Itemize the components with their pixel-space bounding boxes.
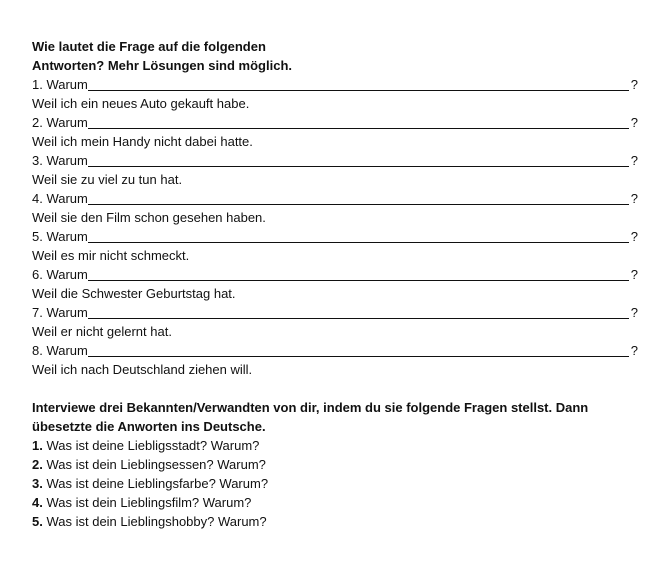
exercise-prefix: 7. Warum — [32, 305, 88, 320]
exercise-prefix: 5. Warum — [32, 229, 88, 244]
interview-question-text: Was ist dein Lieblingsfilm? Warum? — [46, 495, 252, 510]
section-2 — [32, 398, 638, 531]
section-2-title-line-1: Interviewe drei Bekannten/Verwandten von dir, indem du sie folgende Fragen stellst. Dann — [32, 400, 589, 415]
exercise-question-line — [32, 113, 638, 132]
exercise-question-line — [32, 189, 638, 208]
interview-question-number: 5. — [32, 514, 43, 529]
answer-blank-line[interactable] — [88, 76, 629, 91]
interview-question — [32, 512, 638, 531]
exercise-list — [32, 75, 638, 379]
question-mark: ? — [630, 153, 638, 168]
exercise-answer: Weil sie zu viel zu tun hat. — [32, 172, 183, 187]
question-mark: ? — [630, 115, 638, 130]
exercise-prefix: 8. Warum — [32, 343, 88, 358]
interview-question — [32, 436, 638, 455]
exercise-question-line — [32, 265, 638, 284]
interview-question-number: 2. — [32, 457, 43, 472]
exercise-answer: Weil es mir nicht schmeckt. — [32, 248, 190, 263]
exercise-answer: Weil sie den Film schon gesehen haben. — [32, 210, 266, 225]
exercise-prefix: 6. Warum — [32, 267, 88, 282]
interview-question-number: 4. — [32, 495, 43, 510]
question-mark: ? — [630, 77, 638, 92]
interview-question-text: Was ist deine Lieblingsfarbe? Warum? — [46, 476, 269, 491]
answer-blank-line[interactable] — [88, 342, 629, 357]
question-mark: ? — [630, 343, 638, 358]
exercise-question-line — [32, 341, 638, 360]
interview-question-number: 1. — [32, 438, 43, 453]
answer-blank-line[interactable] — [88, 266, 629, 281]
exercise-prefix: 4. Warum — [32, 191, 88, 206]
section-1-title-line-2: Antworten? Mehr Lösungen sind möglich. — [32, 58, 292, 73]
interview-question-text: Was ist dein Lieblingsessen? Warum? — [46, 457, 266, 472]
question-mark: ? — [630, 267, 638, 282]
answer-blank-line[interactable] — [88, 152, 629, 167]
exercise-question-line — [32, 227, 638, 246]
question-list — [32, 436, 638, 531]
question-mark: ? — [630, 305, 638, 320]
exercise-question-line — [32, 75, 638, 94]
interview-question — [32, 474, 638, 493]
exercise-prefix: 3. Warum — [32, 153, 88, 168]
exercise-answer: Weil er nicht gelernt hat. — [32, 324, 172, 339]
exercise-prefix: 1. Warum — [32, 77, 88, 92]
answer-blank-line[interactable] — [88, 114, 629, 129]
exercise-answer: Weil ich mein Handy nicht dabei hatte. — [32, 134, 253, 149]
answer-blank-line[interactable] — [88, 190, 629, 205]
interview-question — [32, 455, 638, 474]
question-mark: ? — [630, 191, 638, 206]
worksheet — [32, 37, 638, 531]
interview-question-text: Was ist deine Liebligsstadt? Warum? — [46, 438, 260, 453]
question-mark: ? — [630, 229, 638, 244]
interview-question — [32, 493, 638, 512]
section-2-title-line-2: übesetzte die Anworten ins Deutsche. — [32, 419, 266, 434]
exercise-answer: Weil die Schwester Geburtstag hat. — [32, 286, 236, 301]
section-1 — [32, 37, 638, 379]
exercise-answer: Weil ich nach Deutschland ziehen will. — [32, 362, 253, 377]
exercise-question-line — [32, 151, 638, 170]
answer-blank-line[interactable] — [88, 304, 629, 319]
exercise-prefix: 2. Warum — [32, 115, 88, 130]
interview-question-number: 3. — [32, 476, 43, 491]
answer-blank-line[interactable] — [88, 228, 629, 243]
exercise-answer: Weil ich ein neues Auto gekauft habe. — [32, 96, 250, 111]
interview-question-text: Was ist dein Lieblingshobby? Warum? — [46, 514, 267, 529]
exercise-question-line — [32, 303, 638, 322]
section-1-title-line-1: Wie lautet die Frage auf die folgenden — [32, 39, 266, 54]
